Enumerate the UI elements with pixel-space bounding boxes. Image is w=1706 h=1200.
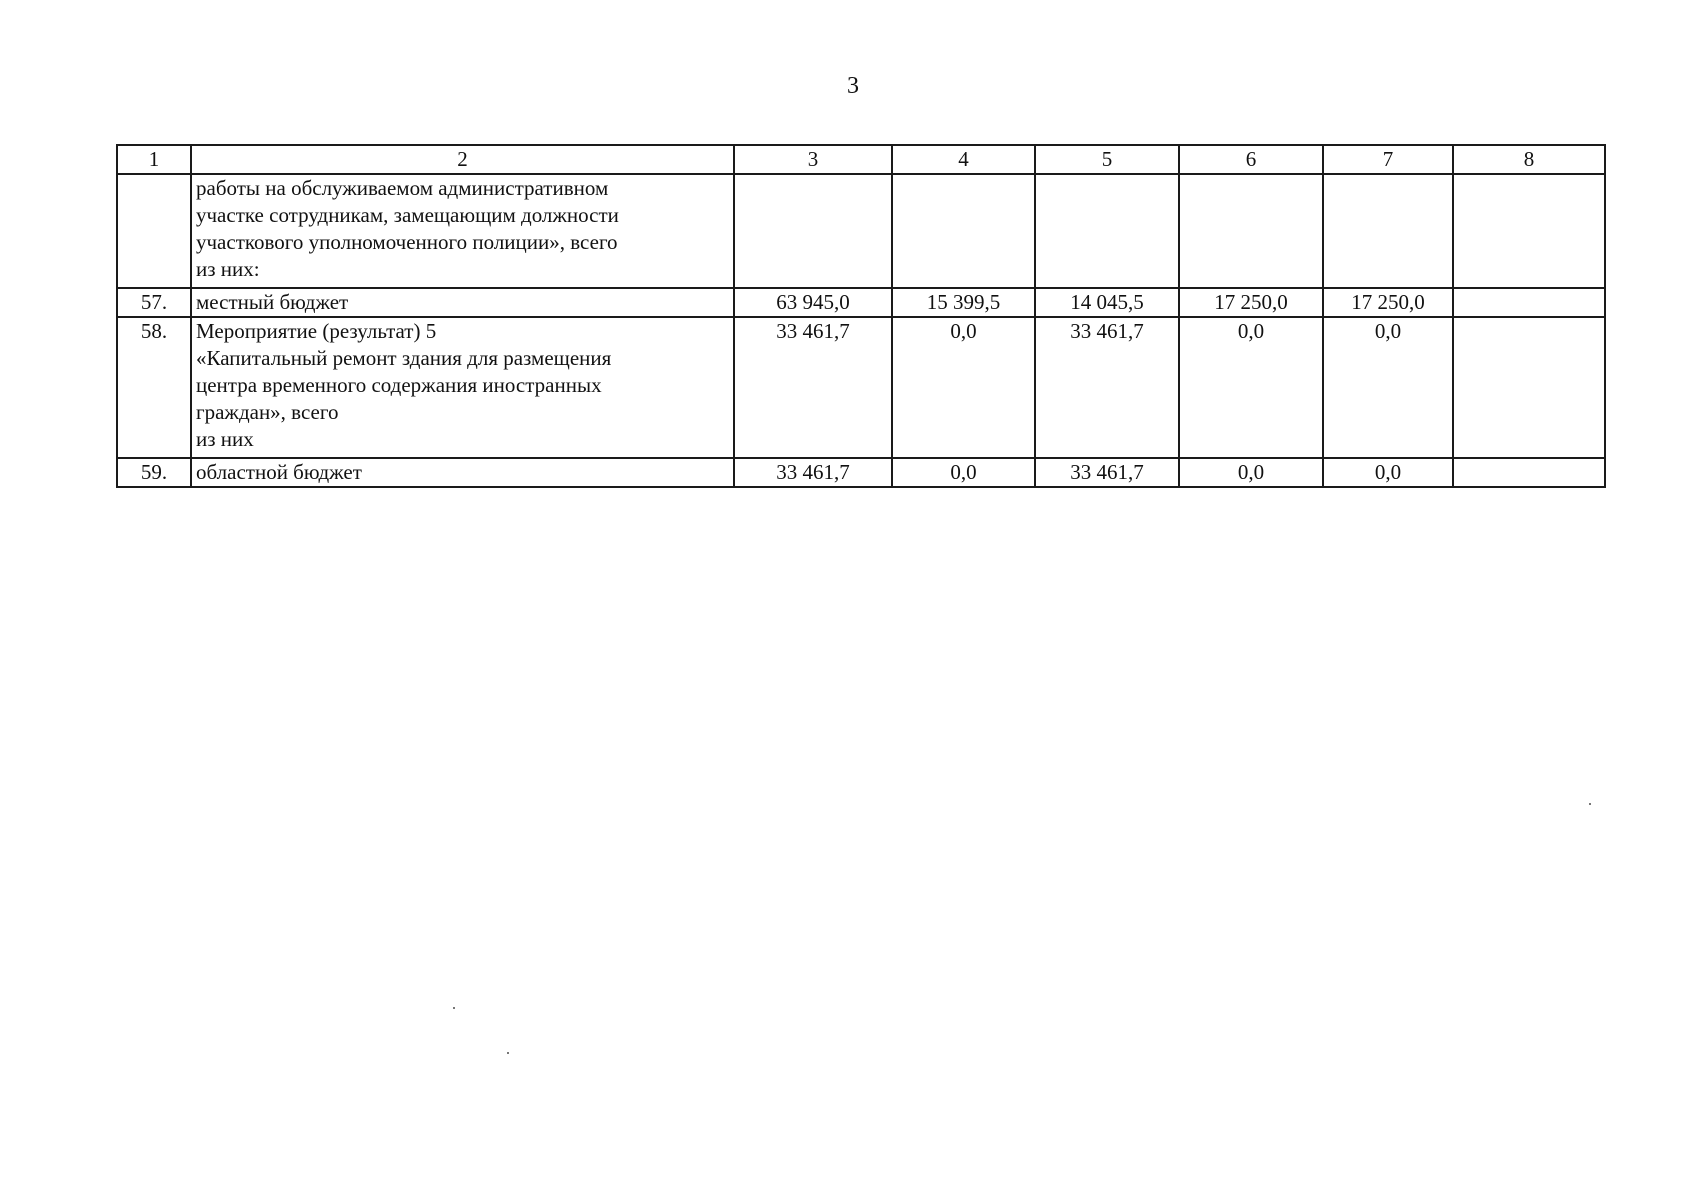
- budget-table: [116, 144, 1606, 488]
- row-name: областной бюджет: [191, 458, 734, 487]
- table-row: [117, 317, 1605, 458]
- value-cell: [1179, 174, 1323, 288]
- value-cell: 33 461,7: [1035, 317, 1179, 458]
- row-number: 58.: [117, 317, 191, 458]
- value-cell: 0,0: [892, 458, 1035, 487]
- column-header: 3: [734, 145, 892, 174]
- row-number: 59.: [117, 458, 191, 487]
- value-cell: [1453, 288, 1605, 317]
- value-cell: 0,0: [1323, 317, 1453, 458]
- table-row: [117, 174, 1605, 288]
- value-cell: 17 250,0: [1323, 288, 1453, 317]
- value-cell: 0,0: [1179, 458, 1323, 487]
- value-cell: 17 250,0: [1179, 288, 1323, 317]
- column-header: 5: [1035, 145, 1179, 174]
- value-cell: 15 399,5: [892, 288, 1035, 317]
- table-row: [117, 458, 1605, 487]
- value-cell: 63 945,0: [734, 288, 892, 317]
- value-cell: [734, 174, 892, 288]
- value-cell: [1323, 174, 1453, 288]
- value-cell: [892, 174, 1035, 288]
- column-header: 4: [892, 145, 1035, 174]
- value-cell: 0,0: [892, 317, 1035, 458]
- column-header: 7: [1323, 145, 1453, 174]
- row-name: Мероприятие (результат) 5 «Капитальный ремонт здания для размещения центра временного содержания иностранных граждан», всего из них: [191, 317, 734, 458]
- column-header: 1: [117, 145, 191, 174]
- column-header: 8: [1453, 145, 1605, 174]
- row-number: 57.: [117, 288, 191, 317]
- value-cell: 0,0: [1323, 458, 1453, 487]
- value-cell: [1453, 317, 1605, 458]
- scan-speck: [1589, 803, 1591, 805]
- value-cell: 33 461,7: [1035, 458, 1179, 487]
- value-cell: 33 461,7: [734, 317, 892, 458]
- scan-speck: [453, 1007, 455, 1009]
- row-number: [117, 174, 191, 288]
- column-header: 2: [191, 145, 734, 174]
- column-header: 6: [1179, 145, 1323, 174]
- table-row: [117, 288, 1605, 317]
- value-cell: [1453, 174, 1605, 288]
- column-number-row: [117, 145, 1605, 174]
- value-cell: [1453, 458, 1605, 487]
- value-cell: 0,0: [1179, 317, 1323, 458]
- value-cell: 14 045,5: [1035, 288, 1179, 317]
- row-name: местный бюджет: [191, 288, 734, 317]
- row-name: работы на обслуживаемом административном участке сотрудникам, замещающим должности участкового уполномоченного полиции», всего из них:: [191, 174, 734, 288]
- page-number: 3: [847, 73, 859, 99]
- value-cell: [1035, 174, 1179, 288]
- scan-speck: [507, 1052, 509, 1054]
- value-cell: 33 461,7: [734, 458, 892, 487]
